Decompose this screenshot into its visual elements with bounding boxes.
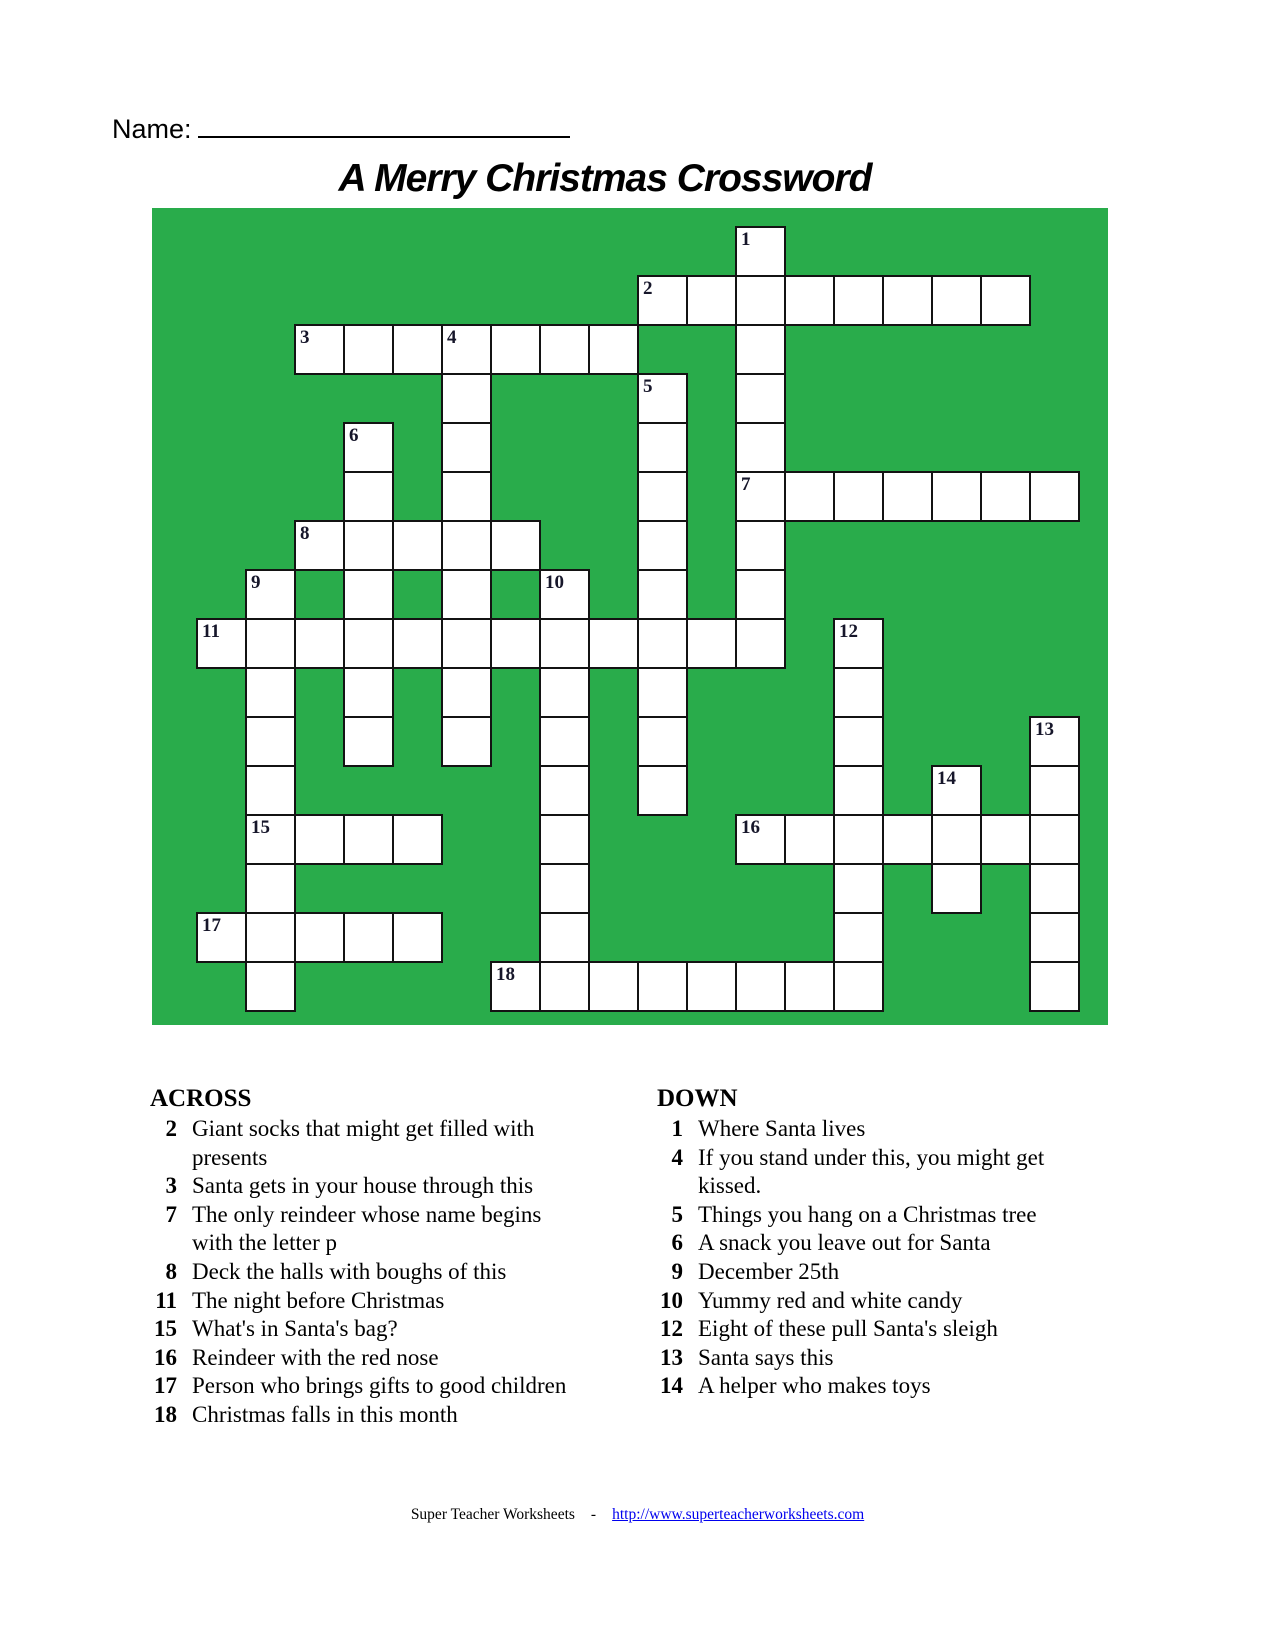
grid-cell[interactable]: [490, 618, 541, 669]
grid-cell[interactable]: [539, 324, 590, 375]
grid-cell[interactable]: [735, 226, 786, 277]
grid-cell[interactable]: [784, 961, 835, 1012]
clue-text: Deck the halls with boughs of this: [192, 1258, 507, 1284]
grid-cell[interactable]: [784, 275, 835, 326]
clue-item-line: [143, 1287, 566, 1316]
grid-cell[interactable]: [343, 569, 394, 620]
grid-cell[interactable]: [539, 814, 590, 865]
across-heading: ACROSS: [150, 1085, 252, 1112]
grid-cell[interactable]: [637, 471, 688, 522]
clue-item-line: [143, 1372, 566, 1401]
grid-cell[interactable]: [490, 961, 541, 1012]
clue-text: kissed.: [698, 1173, 762, 1199]
grid-cell[interactable]: [833, 275, 884, 326]
name-label: Name:: [112, 114, 192, 144]
grid-cell[interactable]: [343, 422, 394, 473]
grid-cell[interactable]: [882, 275, 933, 326]
cell-number: 15: [251, 817, 270, 838]
grid-cell[interactable]: [1029, 814, 1080, 865]
grid-cell[interactable]: [441, 520, 492, 571]
grid-cell[interactable]: [294, 814, 345, 865]
clue-number: 10: [660, 1287, 683, 1313]
grid-cell[interactable]: [539, 618, 590, 669]
grid-cell[interactable]: [343, 716, 394, 767]
clue-item-line: [143, 1401, 566, 1430]
grid-cell[interactable]: [833, 863, 884, 914]
clue-number: 3: [165, 1173, 177, 1199]
grid-cell[interactable]: [1029, 471, 1080, 522]
grid-cell[interactable]: [441, 569, 492, 620]
cell-number: 4: [447, 327, 457, 348]
grid-cell[interactable]: [686, 618, 737, 669]
clue-text: If you stand under this, you might get: [698, 1144, 1045, 1170]
clue-number: 8: [165, 1258, 177, 1284]
clue-item-line: [649, 1115, 1044, 1144]
clue-number: 18: [154, 1401, 177, 1427]
grid-cell[interactable]: [539, 765, 590, 816]
clue-text: A helper who makes toys: [698, 1373, 931, 1399]
clue-number: 7: [165, 1201, 177, 1227]
clue-item-line: [143, 1115, 566, 1144]
grid-cell[interactable]: [637, 765, 688, 816]
clue-text: Things you hang on a Christmas tree: [698, 1201, 1037, 1227]
grid-cell[interactable]: [980, 275, 1031, 326]
grid-cell[interactable]: [343, 520, 394, 571]
clue-number: 17: [154, 1373, 177, 1399]
cell-number: 6: [349, 425, 359, 446]
grid-cell[interactable]: [833, 912, 884, 963]
grid-cell[interactable]: [245, 814, 296, 865]
name-line: [112, 114, 570, 145]
grid-cell[interactable]: [735, 961, 786, 1012]
clue-number: 14: [660, 1373, 683, 1399]
across-clues: [143, 1086, 566, 1430]
grid-cell[interactable]: [245, 569, 296, 620]
across-clue-list: [143, 1115, 566, 1430]
clue-number: 1: [671, 1116, 683, 1141]
clue-text: Santa gets in your house through this: [192, 1173, 534, 1199]
grid-cell[interactable]: [882, 471, 933, 522]
grid-cell[interactable]: [539, 912, 590, 963]
clue-number: [143, 1229, 177, 1258]
down-clue-list: [649, 1115, 1044, 1401]
grid-cell[interactable]: [833, 471, 884, 522]
grid-cell[interactable]: [392, 618, 443, 669]
grid-cell[interactable]: [539, 961, 590, 1012]
clue-text: Yummy red and white candy: [698, 1287, 963, 1313]
grid-cell[interactable]: [588, 961, 639, 1012]
down-clues: [649, 1086, 1044, 1401]
grid-cell[interactable]: [833, 618, 884, 669]
grid-cell[interactable]: [196, 912, 247, 963]
grid-cell[interactable]: [833, 814, 884, 865]
grid-cell[interactable]: [931, 765, 982, 816]
grid-cell[interactable]: [637, 275, 688, 326]
clue-number: [649, 1172, 683, 1201]
page-title: A Merry Christmas Crossword: [338, 157, 872, 200]
grid-cell[interactable]: [441, 618, 492, 669]
grid-cell[interactable]: [245, 912, 296, 963]
cell-number: 13: [1035, 719, 1054, 740]
grid-cell[interactable]: [686, 961, 737, 1012]
grid-cell[interactable]: [1029, 716, 1080, 767]
grid-cell[interactable]: [980, 814, 1031, 865]
clue-text: presents: [192, 1144, 268, 1170]
clue-number: 13: [660, 1344, 683, 1370]
cell-number: 12: [839, 621, 858, 642]
grid-cell[interactable]: [1029, 765, 1080, 816]
grid-cell[interactable]: [441, 422, 492, 473]
grid-cell[interactable]: [735, 618, 786, 669]
footer: [0, 1506, 1275, 1524]
grid-cell[interactable]: [931, 863, 982, 914]
footer-link[interactable]: http://www.superteacherworksheets.com: [612, 1506, 865, 1523]
grid-cell[interactable]: [735, 471, 786, 522]
grid-cell[interactable]: [343, 912, 394, 963]
clue-item-line: [143, 1315, 566, 1344]
clue-item-line: [143, 1344, 566, 1373]
clue-text: A snack you leave out for Santa: [698, 1230, 991, 1256]
clue-text: Eight of these pull Santa's sleigh: [698, 1316, 998, 1342]
grid-cell[interactable]: [392, 912, 443, 963]
grid-cell[interactable]: [245, 618, 296, 669]
grid-cell[interactable]: [1029, 912, 1080, 963]
clue-item-line: [143, 1258, 566, 1287]
grid-cell[interactable]: [637, 373, 688, 424]
grid-cell[interactable]: [196, 618, 247, 669]
clue-item-line: [649, 1344, 1044, 1373]
grid-cell[interactable]: [539, 569, 590, 620]
grid-cell[interactable]: [245, 716, 296, 767]
grid-cell[interactable]: [392, 814, 443, 865]
grid-cell[interactable]: [637, 618, 688, 669]
grid-cell[interactable]: [735, 324, 786, 375]
grid-cell[interactable]: [490, 520, 541, 571]
clue-item-line: [649, 1258, 1044, 1287]
clue-item-line: [649, 1287, 1044, 1316]
footer-site-name: Super Teacher Worksheets: [410, 1506, 575, 1523]
clue-number: 11: [155, 1287, 177, 1313]
down-heading: DOWN: [657, 1085, 738, 1112]
clue-item-line: [143, 1229, 566, 1258]
clue-item-line: [143, 1144, 566, 1173]
grid-cell[interactable]: [637, 716, 688, 767]
grid-cell[interactable]: [833, 716, 884, 767]
grid-cell[interactable]: [392, 520, 443, 571]
grid-cell[interactable]: [294, 912, 345, 963]
cell-number: 18: [496, 964, 515, 985]
grid-cell[interactable]: [833, 961, 884, 1012]
grid-cell[interactable]: [294, 324, 345, 375]
grid-cell[interactable]: [588, 324, 639, 375]
grid-cell[interactable]: [637, 520, 688, 571]
grid-cell[interactable]: [735, 814, 786, 865]
footer-separator: -: [590, 1506, 597, 1523]
cell-number: 1: [741, 229, 751, 250]
grid-cell[interactable]: [931, 471, 982, 522]
clue-text: Reindeer with the red nose: [192, 1344, 439, 1370]
grid-cell[interactable]: [931, 814, 982, 865]
cell-number: 2: [643, 278, 653, 299]
grid-cell[interactable]: [735, 569, 786, 620]
grid-cell[interactable]: [245, 667, 296, 718]
clue-number: 6: [671, 1230, 683, 1256]
clue-item-line: [649, 1201, 1044, 1230]
clue-item-line: [649, 1315, 1044, 1344]
clue-item-line: [649, 1229, 1044, 1258]
grid-cell[interactable]: [539, 716, 590, 767]
grid-cell[interactable]: [294, 520, 345, 571]
clue-number: 5: [671, 1201, 683, 1227]
clue-number: 9: [671, 1258, 683, 1284]
grid-cell[interactable]: [833, 667, 884, 718]
grid-cell[interactable]: [441, 373, 492, 424]
cell-number: 17: [202, 915, 221, 936]
clue-item-line: [143, 1172, 566, 1201]
grid-cell[interactable]: [245, 961, 296, 1012]
cell-number: 5: [643, 376, 653, 397]
clue-text: What's in Santa's bag?: [192, 1316, 398, 1342]
grid-cell[interactable]: [980, 471, 1031, 522]
grid-cell[interactable]: [490, 324, 541, 375]
grid-cell[interactable]: [735, 520, 786, 571]
cell-number: 8: [300, 523, 310, 544]
clue-text: Where Santa lives: [698, 1116, 866, 1141]
clue-text: Santa says this: [698, 1344, 834, 1370]
name-blank-line[interactable]: [198, 114, 570, 138]
grid-cell[interactable]: [882, 814, 933, 865]
cell-number: 3: [300, 327, 310, 348]
grid-cell[interactable]: [637, 961, 688, 1012]
grid-cell[interactable]: [735, 275, 786, 326]
grid-cell[interactable]: [539, 667, 590, 718]
clue-text: The night before Christmas: [192, 1287, 445, 1313]
grid-cell[interactable]: [588, 618, 639, 669]
grid-cell[interactable]: [735, 373, 786, 424]
cell-number: 16: [741, 817, 760, 838]
crossword-grid: [152, 208, 1108, 1025]
grid-cell[interactable]: [637, 569, 688, 620]
grid-cell[interactable]: [343, 324, 394, 375]
clue-number: 2: [165, 1116, 177, 1141]
grid-cell[interactable]: [784, 814, 835, 865]
cell-number: 11: [202, 621, 220, 642]
clue-text: Person who brings gifts to good children: [192, 1373, 567, 1399]
clue-item-line: [649, 1372, 1044, 1401]
clue-number: 16: [154, 1344, 177, 1370]
cell-number: 7: [741, 474, 751, 495]
grid-cell[interactable]: [931, 275, 982, 326]
grid-cell[interactable]: [833, 765, 884, 816]
clue-text: The only reindeer whose name begins: [192, 1201, 542, 1227]
grid-cell[interactable]: [637, 422, 688, 473]
grid-cell[interactable]: [245, 765, 296, 816]
clue-item-line: [649, 1172, 1044, 1201]
grid-cell[interactable]: [245, 863, 296, 914]
grid-cell[interactable]: [637, 667, 688, 718]
clue-number: [143, 1144, 177, 1173]
grid-cell[interactable]: [441, 716, 492, 767]
cell-number: 14: [937, 768, 956, 789]
cell-number: 10: [545, 572, 564, 593]
grid-cell[interactable]: [343, 667, 394, 718]
grid-cell[interactable]: [735, 422, 786, 473]
clue-text: Giant socks that might get filled with: [192, 1116, 535, 1141]
clue-item-line: [143, 1201, 566, 1230]
grid-cell[interactable]: [539, 863, 590, 914]
grid-cell[interactable]: [1029, 863, 1080, 914]
grid-cell[interactable]: [343, 618, 394, 669]
grid-cell[interactable]: [441, 324, 492, 375]
clue-number: 4: [671, 1144, 683, 1170]
grid-cell[interactable]: [343, 471, 394, 522]
clue-number: 12: [660, 1316, 683, 1342]
grid-cell[interactable]: [294, 618, 345, 669]
grid-cell[interactable]: [392, 324, 443, 375]
clue-text: December 25th: [698, 1258, 840, 1284]
grid-cell[interactable]: [343, 814, 394, 865]
cell-number: 9: [251, 572, 261, 593]
clue-text: Christmas falls in this month: [192, 1401, 458, 1427]
clue-text: with the letter p: [192, 1230, 337, 1256]
grid-cell[interactable]: [1029, 961, 1080, 1012]
clue-item-line: [649, 1144, 1044, 1173]
grid-cell[interactable]: [686, 275, 737, 326]
grid-cell[interactable]: [441, 471, 492, 522]
clue-number: 15: [154, 1316, 177, 1342]
grid-cell[interactable]: [784, 471, 835, 522]
grid-cell[interactable]: [441, 667, 492, 718]
